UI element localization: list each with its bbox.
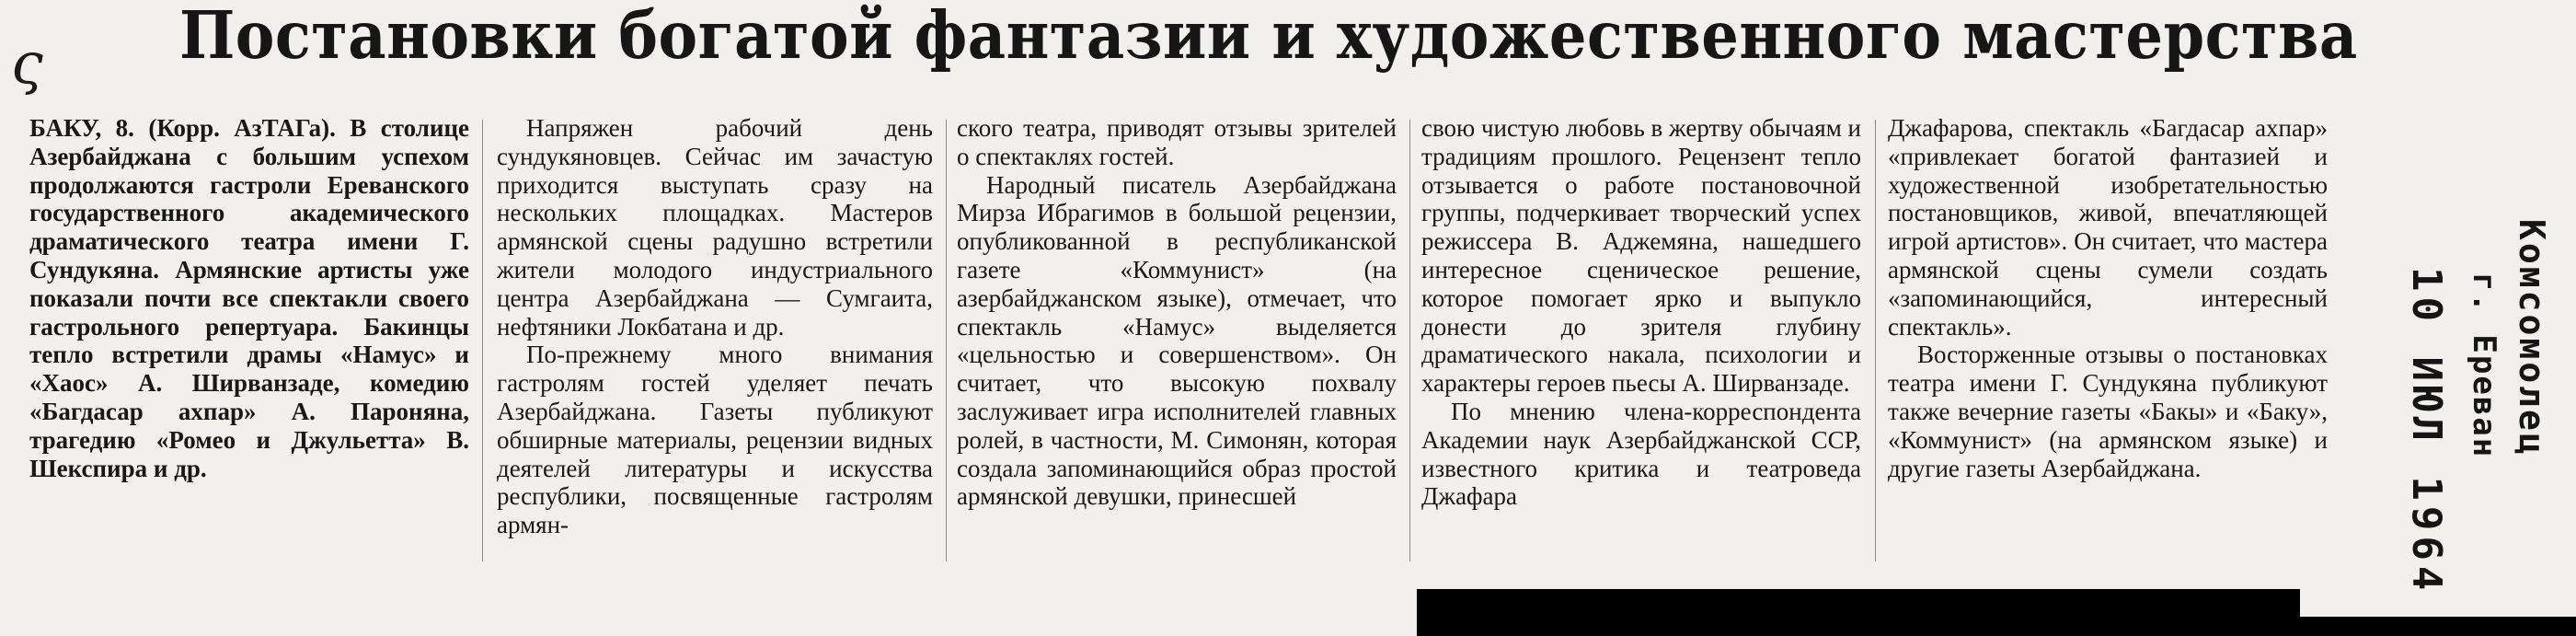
- source-newspaper-stamp: Комсомолец: [2512, 219, 2552, 457]
- article-paragraph: Восторженные отзывы о постановках театра имени Г. Сундукяна публикуют также вечерние газеты «Бакы» и «Баку», «Коммунист» (на армянском языке) и другие газеты Азербайджана.: [1888, 341, 2328, 482]
- article-paragraph: свою чистую любовь в жертву обычаям и традициям прошлого. Рецензент тепло отзывается о работе постановочной группы, подчеркивает творческий успех режиссера В. Аджемяна, нашедшего интересное сценическое решение, которое помогает ярко и выпукло донести до зрителя глубину драматического накала, психологии и характеры героев пьесы А. Ширванзаде.: [1421, 114, 1861, 398]
- article-paragraph: Джафарова, спектакль «Багдасар ахпар» «привлекает богатой фантазией и художественной изобретательностью постановщиков, живой, впечатляющей игрой артистов». Он считает, что мастера армянской сцены сумели создать «запоминающийся, интересный спектакль».: [1888, 114, 2328, 341]
- article-paragraph: Народный писатель Азербайджана Мирза Ибрагимов в большой рецензии, опубликованной в республиканской газете «Коммунист» (на азербайджанском языке), отмечает, что спектакль «Намус» выделяется «цельностью и совершенством». Он считает, что высокую похвалу заслуживает игра исполнителей главных ролей, в частности, М. Симонян, которая создала запоминающийся образ простой армянской девушки, принесшей: [957, 170, 1397, 511]
- article-column-3: [957, 114, 1397, 574]
- article-column-2: [497, 114, 933, 574]
- scan-background: [2539, 0, 2576, 17]
- article-headline: Постановки богатой фантазии и художественного мастерства: [179, 0, 2358, 74]
- article-column-1: [29, 114, 469, 574]
- article-paragraph: По-прежнему много внимания гастролям гостей уделяет печать Азербайджана. Газеты публикуют обширные материалы, рецензии видных деятелей литературы и искусства республики, посвященные гастролям армян-: [497, 341, 933, 539]
- dateline: БАКУ, 8.: [29, 114, 134, 142]
- column-divider: [1875, 120, 1876, 561]
- scan-background: [1417, 589, 2300, 636]
- scan-background: [2300, 617, 2576, 636]
- article-paragraph: ского театра, приводят отзывы зрителей о спектаклях гостей.: [957, 114, 1397, 170]
- article-paragraph: По мнению члена-корреспондента Академии наук Азербайджанской ССР, известного критика и театроведа Джафара: [1421, 397, 1861, 511]
- source-date-stamp: 10 ИЮЛ 1964: [2403, 267, 2450, 596]
- handwritten-mark: ς: [11, 29, 43, 97]
- article-paragraph: [29, 114, 469, 482]
- column-divider: [946, 120, 947, 561]
- paragraph-text: (Корр. АзТАГа). В столице Азербайджана с большим успехом продолжаются гастроли Ереванского государственного академического драматического театра имени Г. Сундукяна. Армянские артисты уже показали почти все спектакли своего гастрольного репертуара. Бакинцы тепло встретили драмы «Намус» и «Хаос» А. Ширванзаде, комедию «Багдасар ахпар» А. Пароняна, трагедию «Ромео и Джульетта» В. Шекспира и др.: [29, 114, 469, 482]
- column-divider: [1409, 120, 1410, 561]
- column-divider: [482, 120, 483, 561]
- source-city-stamp: г. Ереван: [2466, 272, 2502, 459]
- article-column-5: [1888, 114, 2328, 574]
- article-paragraph: Напряжен рабочий день сундукяновцев. Сейчас им зачастую приходится выступать сразу на нескольких площадках. Мастеров армянской сцены радушно встретили жители молодого индустриального центра Азербайджана — Сумгаита, нефтяники Локбатана и др.: [497, 114, 933, 341]
- article-column-4: [1421, 114, 1861, 574]
